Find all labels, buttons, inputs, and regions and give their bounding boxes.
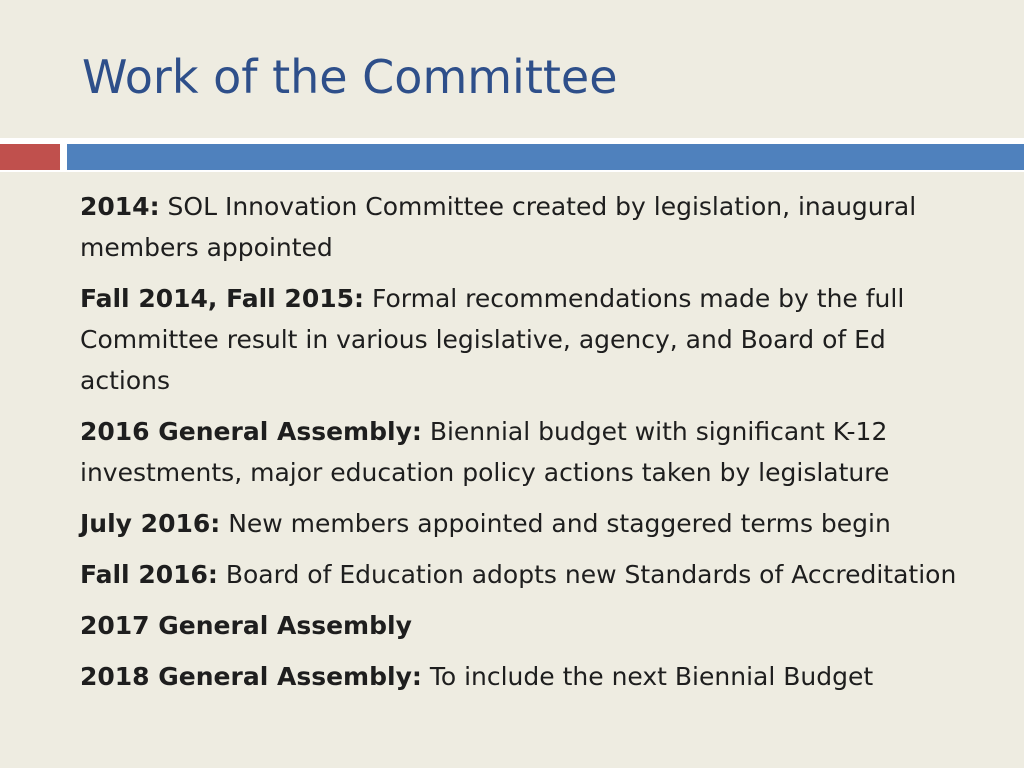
slide-title: Work of the Committee [82,50,618,104]
timeline-item-lead: 2017 General Assembly [80,611,412,640]
timeline-item-2017-general-assembly [80,605,980,646]
timeline-item-lead: 2014: [80,192,160,221]
accent-bar-blue [67,144,1024,170]
timeline-item-lead: 2018 General Assembly: [80,662,422,691]
timeline-item-fall-2016 [80,554,980,595]
accent-bar-underline [0,170,1024,172]
timeline-item-fall-2014-2015 [80,278,980,401]
timeline-item-text: To include the next Biennial Budget [429,662,874,691]
timeline-item-text: Biennial budget with significant K-12 investments, major education policy actions taken by legislature [80,417,890,487]
timeline-item-2014 [80,186,980,268]
timeline-item-lead: July 2016: [80,509,221,538]
timeline-item-text: Formal recommendations made by the full Committee result in various legislative, agency, and Board of Ed actions [80,284,905,395]
timeline-item-2018-general-assembly [80,656,980,697]
timeline-item-lead: Fall 2016: [80,560,218,589]
timeline-list [80,186,980,707]
timeline-item-lead: 2016 General Assembly: [80,417,422,446]
timeline-item-text: Board of Education adopts new Standards of Accreditation [225,560,957,589]
timeline-item-text: New members appointed and staggered terms begin [228,509,891,538]
timeline-item-lead: Fall 2014, Fall 2015: [80,284,365,313]
timeline-item-2016-general-assembly [80,411,980,493]
accent-bar-gap [60,144,67,170]
timeline-item-july-2016 [80,503,980,544]
accent-bar-red [0,144,60,170]
timeline-item-text: SOL Innovation Committee created by legislation, inaugural members appointed [80,192,917,262]
